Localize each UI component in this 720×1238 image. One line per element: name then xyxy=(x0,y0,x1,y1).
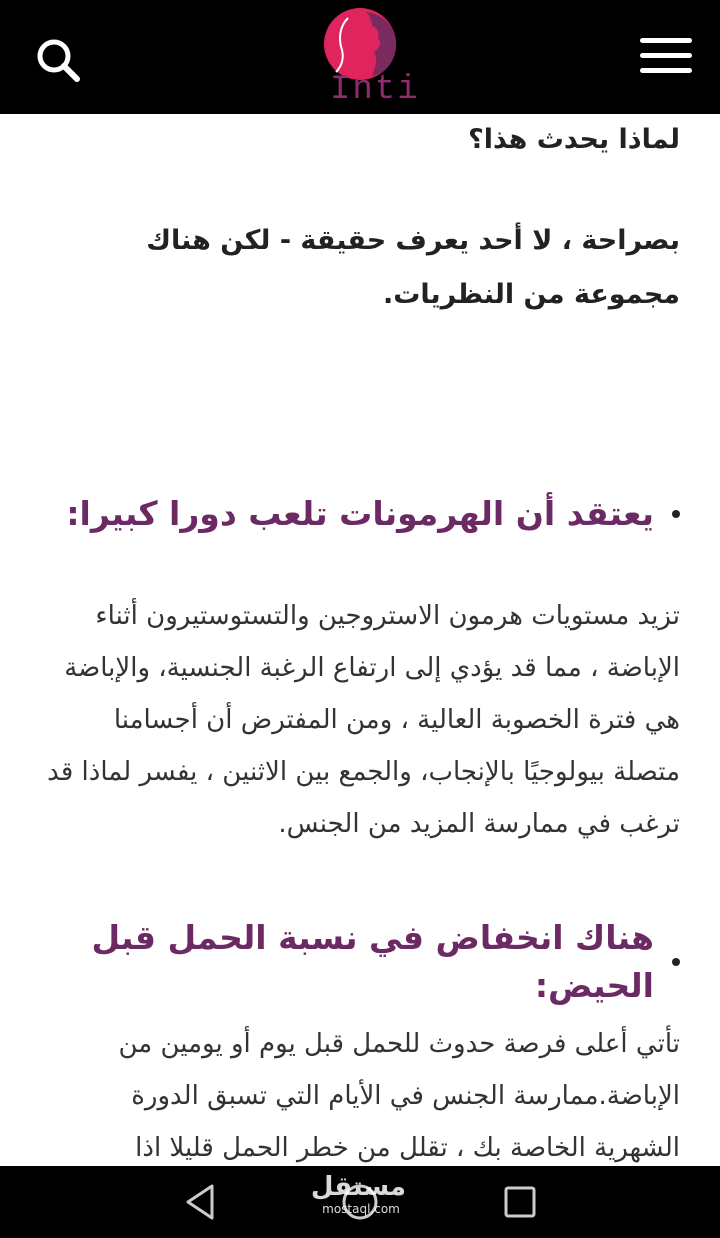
watermark-main: مستقل xyxy=(310,1172,406,1202)
search-button[interactable] xyxy=(30,32,86,88)
watermark xyxy=(310,1172,406,1216)
logo-text: Inti xyxy=(330,71,420,109)
section2-heading-text: هناك انخفاض في نسبة الحمل قبل الحيض: xyxy=(91,918,654,1005)
bullet-icon xyxy=(672,510,680,518)
question-heading: لماذا يحدث هذا؟ xyxy=(468,124,680,155)
section2-paragraph: تأتي أعلى فرصة حدوث للحمل قبل يوم أو يومين من الإباضة.ممارسة الجنس في الأيام التي تسبق الدورة الشهرية الخاصة بك ، تقلل من خطر الحمل قليلا اذا xyxy=(118,1029,680,1163)
recents-button[interactable] xyxy=(500,1182,540,1222)
top-app-bar xyxy=(0,0,720,114)
article-content xyxy=(0,114,720,1166)
section1-heading xyxy=(40,490,680,538)
back-triangle-icon xyxy=(180,1182,220,1222)
search-icon xyxy=(30,32,86,88)
bullet-icon xyxy=(672,958,680,966)
section1-heading-text: يعتقد أن الهرمونات تلعب دورا كبيرا: xyxy=(66,494,654,533)
back-button[interactable] xyxy=(180,1182,220,1222)
section2-heading xyxy=(40,914,680,1010)
watermark-sub: mostaql.com xyxy=(322,1202,400,1216)
recents-square-icon xyxy=(500,1182,540,1222)
hamburger-menu-icon xyxy=(640,38,692,43)
section1-paragraph: تزيد مستويات هرمون الاستروجين والتستوستيرون أثناء الإباضة ، مما قد يؤدي إلى ارتفاع الرغبة الجنسية، والإباضة هي فترة الخصوبة العالية ، ومن المفترض أن أجسامنا متصلة بيولوجيًا بالإنجاب، والجمع بين الاثنين ، يفسر لماذا قد ترغب في ممارسة المزيد من الجنس. xyxy=(47,601,680,839)
intro-paragraph: بصراحة ، لا أحد يعرف حقيقة - لكن هناك مجموعة من النظريات. xyxy=(146,225,680,310)
menu-button[interactable] xyxy=(640,38,692,82)
